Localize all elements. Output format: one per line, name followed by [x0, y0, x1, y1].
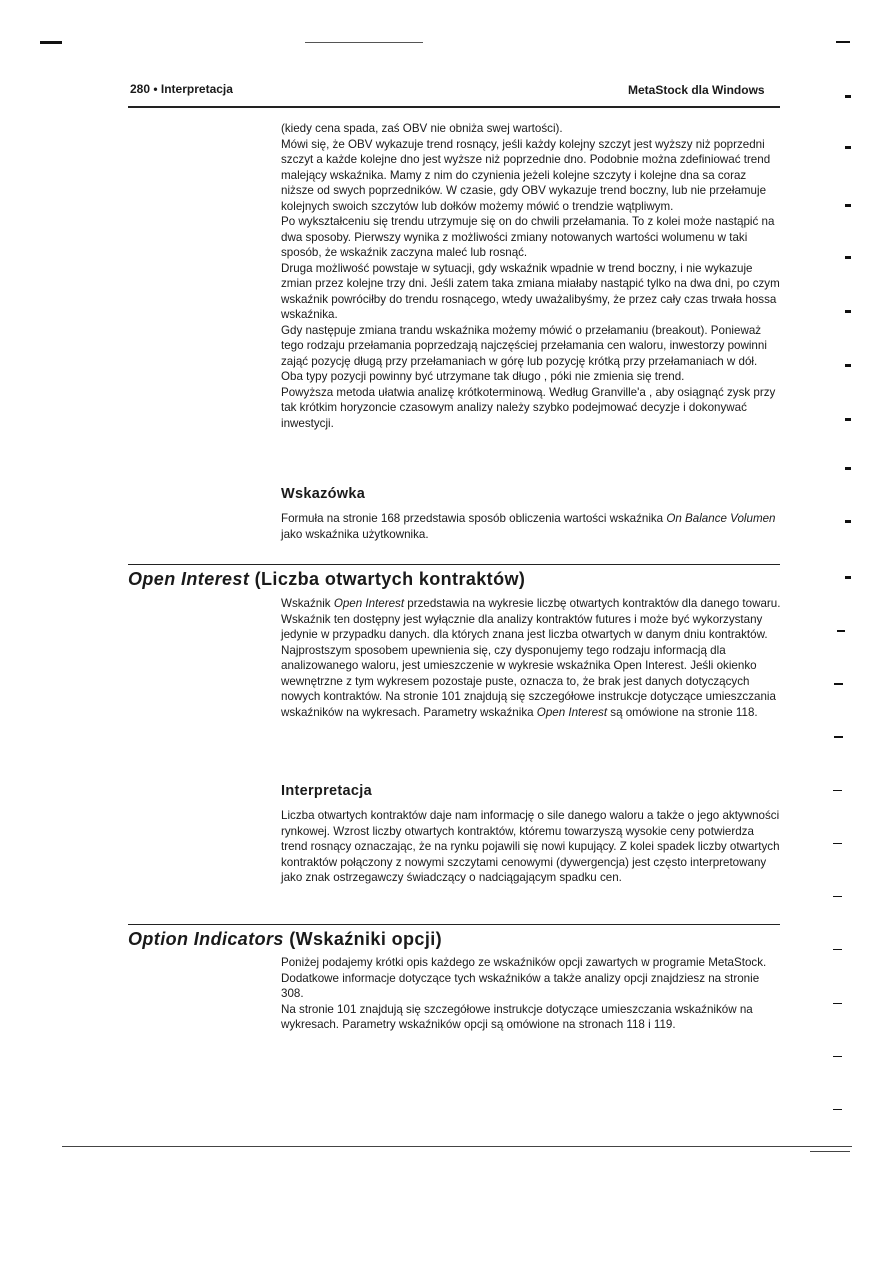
- text: Wskaźnik: [281, 597, 334, 610]
- scan-mark: [845, 467, 851, 470]
- header-rule: [128, 106, 780, 108]
- paragraph: Druga możliwość powstaje w sytuacji, gdy wskaźnik wpadnie w trend boczny, i nie wykazuje zmian przez kolejne trzy dni. Jeśli zatem taka zmiana miałaby nastąpić tylko na dwa dni, po czym wskaźnik powróciłby do trendu rosnącego, wtedy uważalibyśmy, że przez cały czas trwała hossa wskaźnika.: [281, 261, 780, 321]
- option-indicators-body: [281, 955, 781, 1033]
- scan-mark: [845, 256, 851, 259]
- open-interest-body: [281, 596, 781, 720]
- section-heading-text: (Wskaźniki opcji): [283, 929, 443, 949]
- scan-mark: [834, 683, 843, 685]
- paragraph: Mówi się, że OBV wykazuje trend rosnący, jeśli każdy kolejny szczyt jest wyższy niż poprzedni szczyt a każde kolejne dno jest wyższe niż poprzednie dno. Podobnie można zdefiniować trend malejący wskaźnika. Mamy z nim do czynienia jeżeli kolejne szczyty i kolejne dna sa coraz niższe od swych poprzedników. W czasie, gdy OBV wykazuje trend boczny, lub nie przełamuje kolejnych swoich szczytów lub dołków możemy mówić o trendzie wątpliwym.: [281, 137, 771, 213]
- interpretation-heading: Interpretacja: [281, 783, 372, 799]
- running-header-left: 280 • Interpretacja: [130, 82, 233, 96]
- obv-body: [281, 121, 781, 431]
- scan-mark: [833, 843, 842, 844]
- scan-mark: [837, 630, 845, 632]
- scan-mark: [833, 949, 842, 950]
- text-italic: Open Interest: [536, 705, 608, 719]
- scan-mark: [845, 310, 851, 313]
- text: są omówione na stronie 118.: [607, 705, 758, 719]
- section-heading-open-interest: [128, 569, 525, 590]
- scan-mark-top-right: [836, 41, 850, 43]
- paragraph: Liczba otwartych kontraktów daje nam informację o sile danego waloru a także o jego aktywności rynkowej. Wzrost liczby otwartych kontraktów, któremu towarzyszą wysokie ceny potwierdza trend rosnący oznaczając, że na rynku pojawili się nowi kupujący. Z kolei spadek liczby otwartych kontraktów połączony z nowymi szczytami cenowymi (dywergencja) jest często interpretowany jako znak ostrzegawczy świadczący o nadciągającym spadku cen.: [281, 809, 780, 884]
- tip-body: [281, 511, 781, 542]
- section-heading-option-indicators: [128, 929, 442, 950]
- scan-mark: [833, 790, 842, 791]
- section-heading-text: (Liczba otwartych kontraktów): [249, 569, 526, 589]
- scan-mark: [845, 418, 851, 421]
- section-rule: [128, 564, 780, 565]
- paragraph: Gdy następuje zmiana trandu wskaźnika możemy mówić o przełamaniu (breakout). Ponieważ tego rodzaju przełamania poprzedzają najczęściej przełamania cen waloru, inwestorzy powinni zająć pozycję długą przy przełamaniach w górę lub pozycję krótką przy przełamaniach w dół. Oba typy pozycji powinny być utrzymane tak długo , póki nie zmienia się trend.: [281, 323, 767, 383]
- paragraph: Po wykształceniu się trendu utrzymuje się on do chwili przełamania. To z kolei może nastąpić na dwa sposoby. Pierwszy wynika z możliwości zmiany notowanych wartości wolumenu w taki sposób, że wskaźnik zaczyna maleć lub rosnąć.: [281, 215, 775, 259]
- tip-text: Formuła na stronie 168 przedstawia sposób obliczenia wartości wskaźnika: [281, 512, 667, 525]
- scan-mark: [845, 364, 851, 367]
- scan-mark: [833, 896, 842, 897]
- text: Wskaźnik ten dostępny jest wyłącznie dla analizy kontraktów futures i może być wykorzystany jedynie w przypadku danych. dla których znana jest liczba otwartych w danym dniu kontraktów. Najprostszym sposobem upewnienia się, czy dysponujemy tego rodzaju informacją dla analizowanego waloru, jest umieszczenie w wykresie wskaźnika Open Interest. Jeśli okienko wewnętrzne z tym wykresem pozostaje puste, oznacza to, że brak jest danych dotyczących nowych kontraktów. Na stronie 101 znajdują się szczegółowe instrukcje dotyczące umieszczania wskaźników na wykresach. Parametry wskaźnika: [281, 612, 776, 719]
- paragraph: (kiedy cena spada, zaś OBV nie obniża swej wartości).: [281, 122, 563, 135]
- scan-mark-top-left: [40, 41, 62, 44]
- running-header-right: MetaStock dla Windows: [628, 83, 765, 97]
- text-italic: Open Interest: [333, 597, 405, 610]
- paragraph: Powyższa metoda ułatwia analizę krótkoterminową. Według Granville'a , aby osiągnąć zysk przy tak krótkim horyzoncie czasowym analizy należy szybko podejmować decyzje i dokonywać inwestycji.: [281, 385, 776, 430]
- scan-mark: [833, 1109, 842, 1110]
- scan-mark: [845, 146, 851, 149]
- scan-mark: [845, 576, 851, 579]
- scan-mark: [845, 520, 851, 523]
- section-heading-italic: Open Interest: [128, 569, 250, 589]
- scan-mark: [833, 1003, 842, 1004]
- tip-heading: Wskazówka: [281, 486, 366, 502]
- paragraph: Poniżej podajemy krótki opis każdego ze wskaźników opcji zawartych w programie MetaStock. Dodatkowe informacje dotyczące tych wskaźników a także analizy opcji znajdziesz na stronie 308.: [281, 956, 767, 1000]
- tip-text: jako wskaźnika użytkownika.: [281, 527, 429, 541]
- paragraph: Na stronie 101 znajdują się szczegółowe instrukcje dotyczące umieszczania wskaźników na wykresach. Parametry wskaźników opcji są omówione na stronach 118 i 119.: [281, 1002, 753, 1031]
- section-rule: [128, 924, 780, 925]
- interpretation-body: [281, 808, 781, 886]
- tip-text-italic: On Balance Volumen: [666, 512, 776, 525]
- scan-line-bottom: [62, 1146, 852, 1147]
- text: przedstawia na wykresie liczbę otwartych kontraktów dla danego towaru.: [404, 597, 781, 610]
- scan-mark: [833, 1056, 842, 1057]
- scan-line-bottom-2: [810, 1151, 850, 1152]
- scan-mark: [834, 736, 843, 738]
- scan-line-top: [305, 42, 423, 43]
- scan-mark: [845, 204, 851, 207]
- section-heading-italic: Option Indicators: [128, 929, 284, 949]
- scan-mark: [845, 95, 851, 98]
